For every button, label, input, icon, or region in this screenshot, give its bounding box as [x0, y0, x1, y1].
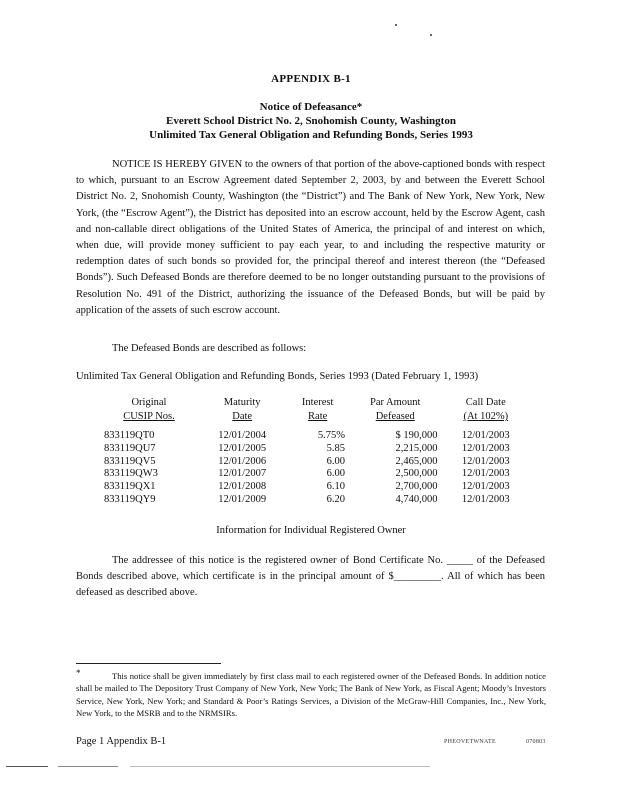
- scan-edge-line: [130, 766, 430, 767]
- rate-cell: 6.20: [326, 493, 345, 505]
- footnote-divider: [76, 663, 221, 664]
- cusip-cell: 833119QW3: [104, 468, 158, 480]
- column-header-cusip-line2: CUSIP Nos.: [123, 411, 175, 422]
- table-row: [100, 494, 530, 507]
- table-row: [100, 468, 530, 481]
- column-header-call: [442, 396, 530, 424]
- maturity-cell: 12/01/2005: [218, 442, 267, 454]
- scan-speck: [430, 34, 432, 36]
- column-header-maturity-line2: Date: [232, 411, 253, 422]
- appendix-title: APPENDIX B-1: [271, 73, 351, 85]
- table-row: [100, 481, 530, 494]
- rate-cell: 6.00: [326, 468, 345, 480]
- notice-paragraph: NOTICE IS HEREBY GIVEN to the owners of that portion of the above-captioned bonds with respect to which, pursuant to an Escrow Agreement dated September 2, 2003, by and between the Everett School District No. 2, Snohomish County, Washington (the “District”) and The Bank of New York, New York, New York, (the “Escrow Agent”), the District has deposited into an escrow account, held by the Escrow Agent, cash and non-callable direct obligations of the United States of America, the principal of and interest on which, when due, will provide money sufficient to pay each year, to and including the respective maturity or redemption dates of such bonds so provided for, the principal thereof and interest thereon (the “Defeased Bonds”). Such Defeased Bonds are therefore deemed to be no longer outstanding pursuant to the provisions of Resolution No. 491 of the District, authorizing the issuance of the Defeased Bonds, but will be paid by application of the assets of such escrow account.: [76, 159, 545, 316]
- amount-cell: 2,500,000: [395, 468, 438, 480]
- cusip-cell: 833119QV5: [104, 455, 156, 467]
- column-header-call-line1: Call Date: [465, 397, 506, 408]
- table-row: [100, 443, 530, 456]
- page-footer-label: Page 1 Appendix B-1: [76, 736, 167, 747]
- column-header-rate: [286, 396, 349, 424]
- maturity-cell: 12/01/2007: [218, 468, 267, 480]
- rate-cell: 6.00: [326, 455, 345, 467]
- cusip-cell: 833119QT0: [104, 430, 155, 441]
- document-code-1: PHEOVETWNATE: [444, 739, 496, 745]
- registered-owner-paragraph: The addressee of this notice is the registered owner of Bond Certificate No. _____ of the Defeased Bonds described above, which certificate is in the principal amount of $_________. All of which has been defeased as described above.: [76, 555, 545, 599]
- footnote-text: This notice shall be given immediately by first class mail to each registered owner of the Defeased Bonds. In addition notice shall be mailed to The Depository Trust Company of New York, New York; The Bank of New York, as Fiscal Agent; Moody’s Investors Service, New York, New York; and Standard & Poor’s Ratings Services, a Division of the McGraw-Hill Companies, Inc., New York, New York, to the MSRB and to the NRMSIRs.: [76, 671, 546, 719]
- column-header-maturity-line1: Maturity: [223, 397, 261, 408]
- amount-cell: 2,700,000: [395, 481, 438, 493]
- footnote-marker: *: [76, 668, 81, 678]
- bond-series-title: Unlimited Tax General Obligation and Refunding Bonds, Series 1993: [149, 129, 473, 141]
- column-header-cusip-line1: Original: [131, 397, 167, 408]
- column-header-cusip: [100, 396, 198, 424]
- call-date-cell: 12/01/2003: [461, 481, 510, 493]
- column-header-amount-line1: Par Amount: [370, 397, 421, 408]
- maturity-cell: 12/01/2008: [218, 481, 267, 493]
- call-date-cell: 12/01/2003: [461, 442, 510, 454]
- issuer-name: Everett School District No. 2, Snohomish County, Washington: [166, 115, 456, 127]
- call-date-cell: 12/01/2003: [461, 493, 510, 505]
- amount-cell: 2,215,000: [395, 442, 438, 454]
- table-row: [100, 430, 530, 443]
- maturity-cell: 12/01/2004: [218, 430, 267, 441]
- amount-cell: $ 190,000: [395, 430, 438, 441]
- call-date-cell: 12/01/2003: [461, 455, 510, 467]
- rate-cell: 5.75%: [317, 430, 345, 441]
- cusip-cell: 833119QX1: [104, 481, 156, 493]
- defeased-bonds-table: [100, 396, 530, 507]
- scan-edge-line: [58, 766, 118, 767]
- maturity-cell: 12/01/2009: [218, 493, 267, 505]
- document-code: [444, 739, 576, 745]
- scan-edge-line: [6, 766, 48, 767]
- column-header-maturity: [198, 396, 286, 424]
- description-intro: The Defeased Bonds are described as follows:: [112, 343, 307, 354]
- cusip-cell: 833119QY9: [104, 493, 156, 505]
- maturity-cell: 12/01/2006: [218, 455, 267, 467]
- column-header-rate-line2: Rate: [308, 411, 328, 422]
- scan-speck: [395, 24, 397, 26]
- notice-title: Notice of Defeasance*: [259, 101, 363, 113]
- info-heading: Information for Individual Registered Owner: [216, 525, 406, 536]
- call-date-cell: 12/01/2003: [461, 430, 510, 441]
- amount-cell: 2,465,000: [395, 455, 438, 467]
- amount-cell: 4,740,000: [395, 493, 438, 505]
- document-code-2: 070803: [525, 739, 546, 745]
- column-header-rate-line1: Interest: [301, 397, 334, 408]
- table-row: [100, 456, 530, 469]
- column-header-amount-line2: Defeased: [375, 411, 415, 422]
- cusip-cell: 833119QU7: [104, 442, 156, 454]
- column-header-call-line2: (At 102%): [463, 411, 509, 422]
- bond-issue-caption: Unlimited Tax General Obligation and Refunding Bonds, Series 1993 (Dated February 1, 1993): [76, 371, 479, 382]
- table-header-row: [100, 396, 530, 424]
- rate-cell: 6.10: [326, 481, 345, 493]
- column-header-amount: [349, 396, 442, 424]
- call-date-cell: 12/01/2003: [461, 468, 510, 480]
- rate-cell: 5.85: [326, 442, 345, 454]
